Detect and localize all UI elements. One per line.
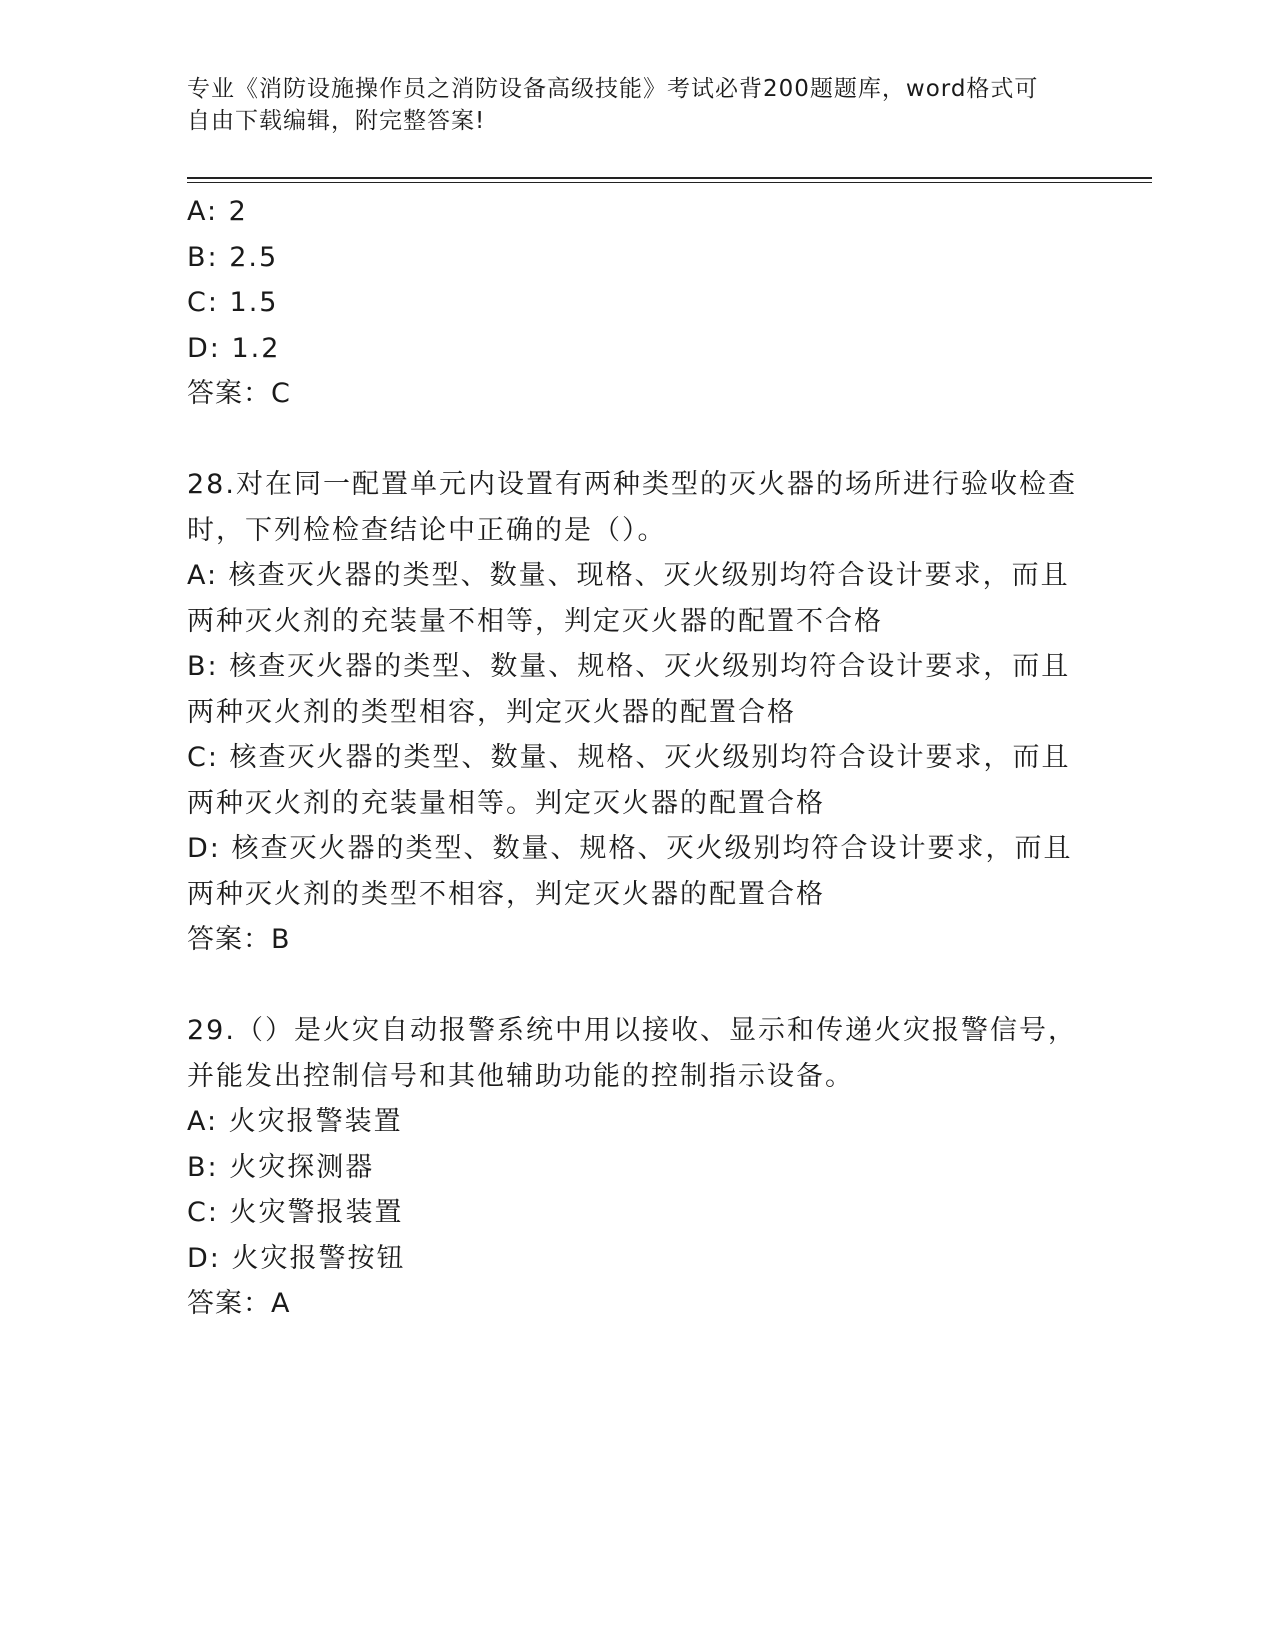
option-d: D: 1.2	[187, 332, 281, 364]
question-stem-line: 并能发出控制信号和其他辅助功能的控制指示设备。	[187, 1060, 854, 1092]
option-b: B: 火灾探测器	[187, 1151, 375, 1183]
answer: 答案：B	[187, 924, 291, 955]
option-line: 两种灭火剂的充装量不相等，判定灭火器的配置不合格	[187, 605, 883, 637]
previous-question	[187, 189, 1087, 417]
header-line-2: 自由下载编辑，附完整答案!	[187, 108, 486, 134]
option-c	[187, 735, 1087, 826]
option-line: C: 核查灭火器的类型、数量、规格、灭火级别均符合设计要求，而且	[187, 742, 1071, 773]
option-line: 两种灭火剂的充装量相等。判定灭火器的配置合格	[187, 787, 825, 819]
option-line: 两种灭火剂的类型相容，判定灭火器的配置合格	[187, 696, 796, 728]
question-stem-line: 29.（）是火灾自动报警系统中用以接收、显示和传递火灾报警信号，	[187, 1015, 1077, 1046]
answer: 答案：C	[187, 378, 291, 409]
question-stem-line: 时，下列检检查结论中正确的是（）。	[187, 514, 667, 546]
document-body	[187, 189, 1087, 1327]
option-line: D: 核查灭火器的类型、数量、规格、灭火级别均符合设计要求，而且	[187, 833, 1073, 864]
question-29	[187, 1008, 1087, 1327]
option-line: B: 核查灭火器的类型、数量、规格、灭火级别均符合设计要求，而且	[187, 651, 1071, 682]
header-line-1: 专业《消防设施操作员之消防设备高级技能》考试必背200题题库，word格式可	[187, 76, 1039, 102]
option-line: A: 核查灭火器的类型、数量、现格、灭火级别均符合设计要求，而且	[187, 560, 1070, 591]
option-c: C: 火灾警报装置	[187, 1197, 404, 1228]
option-a: A: 2	[187, 196, 248, 227]
option-b	[187, 644, 1087, 735]
answer: 答案：A	[187, 1288, 291, 1319]
question-28	[187, 462, 1087, 963]
option-a	[187, 553, 1087, 644]
option-line: 两种灭火剂的类型不相容，判定灭火器的配置合格	[187, 878, 825, 910]
option-a: A: 火灾报警装置	[187, 1106, 403, 1137]
header-divider-thin	[187, 182, 1152, 183]
question-stem-line: 28.对在同一配置单元内设置有两种类型的灭火器的场所进行验收检查	[187, 469, 1077, 500]
page-header	[187, 73, 1087, 137]
option-d	[187, 826, 1087, 917]
option-b: B: 2.5	[187, 241, 279, 273]
header-divider-thick	[187, 177, 1152, 179]
option-c: C: 1.5	[187, 287, 279, 318]
option-d: D: 火灾报警按钮	[187, 1242, 406, 1274]
